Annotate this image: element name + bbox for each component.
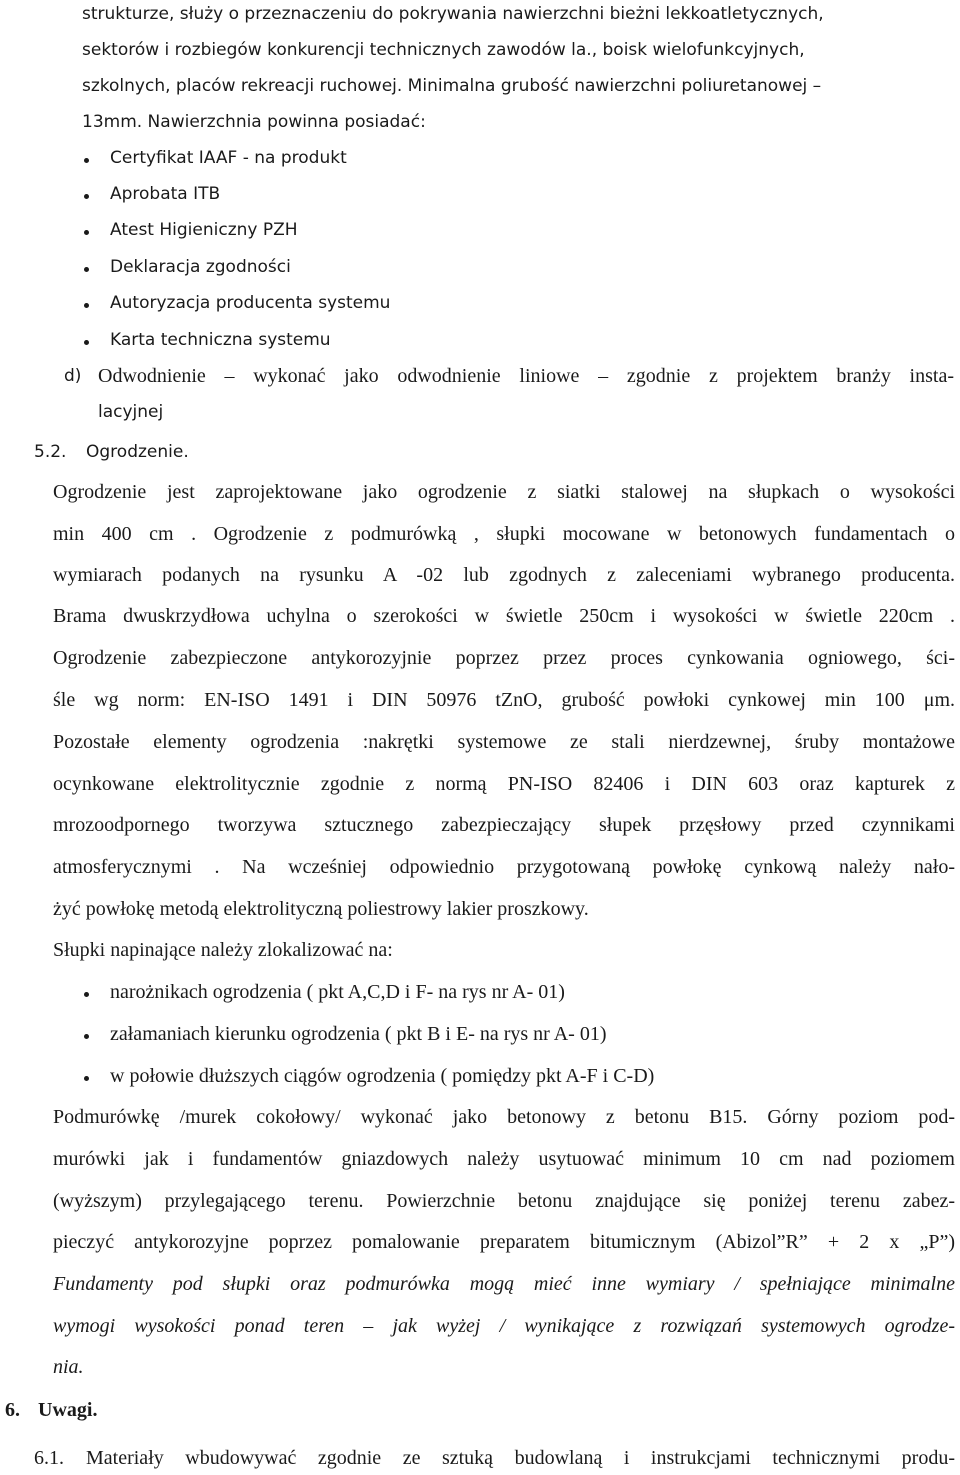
fence-paragraph-line: wymiarach podanych na rysunku A -02 lub zgodnych z zaleceniami wybranego producenta.: [53, 564, 955, 586]
fence-paragraph-line: atmosferycznymi . Na wcześniej odpowiednio przygotowaną powłokę cynkową należy nało-: [53, 856, 955, 878]
posts-list-item: załamaniach kierunku ogrodzenia ( pkt B i E- na rys nr A- 01): [110, 1023, 607, 1045]
section-text: Materiały wbudowywać zgodnie ze sztuką budowlaną i instrukcjami technicznymi produ-: [86, 1447, 955, 1469]
posts-list-item: narożnikach ogrodzenia ( pkt A,C,D i F- na rys nr A- 01): [110, 981, 565, 1003]
italic-note-line: wymogi wysokości ponad teren – jak wyżej / wynikające z rozwiązań systemowych ogrodze-: [53, 1315, 955, 1337]
fence-paragraph-line: żyć powłokę metodą elektrolityczną poliestrowy lakier proszkowy.: [53, 898, 589, 920]
intro-line-3: szkolnych, placów rekreacji ruchowej. Minimalna grubość nawierzchni poliuretanowej –: [82, 76, 822, 96]
certificate-item: Atest Higieniczny PZH: [110, 220, 298, 240]
foundation-paragraph-line: pieczyć antykorozyjne poprzez pomalowanie preparatem bitumicznym (Abizol”R” + 2 x „P”): [53, 1231, 955, 1253]
fence-paragraph-line: mrozoodpornego tworzywa sztucznego zabezpieczający słupek przęsłowy przed czynnikami: [53, 814, 955, 836]
fence-paragraph-line: Ogrodzenie zabezpieczone antykorozyjnie poprzez przez proces cynkowania ogniowego, ści-: [53, 647, 955, 669]
italic-note-line: nia.: [53, 1356, 84, 1378]
bullet-icon: [84, 194, 89, 199]
bullet-icon: [84, 1034, 89, 1039]
certificate-item: Karta techniczna systemu: [110, 330, 331, 350]
certificate-item: Certyfikat IAAF - na produkt: [110, 148, 347, 168]
bullet-icon: [84, 1076, 89, 1081]
posts-intro: Słupki napinające należy zlokalizować na:: [53, 939, 393, 961]
section-number: 5.2.: [34, 442, 67, 462]
section-number: 6.1.: [34, 1447, 64, 1469]
section-title: Uwagi.: [38, 1399, 98, 1421]
drainage-line-1: Odwodnienie – wykonać jako odwodnienie liniowe – zgodnie z projektem branży insta-: [98, 365, 954, 387]
bullet-icon: [84, 992, 89, 997]
fence-paragraph-line: Brama dwuskrzydłowa uchylna o szerokości w świetle 250cm i wysokości w świetle 220cm .: [53, 605, 955, 627]
italic-note-line: Fundamenty pod słupki oraz podmurówka mogą mieć inne wymiary / spełniające minimalne: [53, 1273, 955, 1295]
bullet-icon: [84, 158, 89, 163]
certificate-item: Autoryzacja producenta systemu: [110, 293, 391, 313]
bullet-icon: [84, 340, 89, 345]
certificate-item: Deklaracja zgodności: [110, 257, 291, 277]
bullet-icon: [84, 303, 89, 308]
fence-paragraph-line: Pozostałe elementy ogrodzenia :nakrętki systemowe ze stali nierdzewnej, śruby montażowe: [53, 731, 955, 753]
foundation-paragraph-line: murówki jak i fundamentów gniazdowych należy usytuować minimum 10 cm nad poziomem: [53, 1148, 955, 1170]
posts-list-item: w połowie dłuższych ciągów ogrodzenia ( pomiędzy pkt A-F i C-D): [110, 1065, 655, 1087]
fence-paragraph-line: min 400 cm . Ogrodzenie z podmurówką , słupki mocowane w betonowych fundamentach o: [53, 523, 955, 545]
certificate-item: Aprobata ITB: [110, 184, 221, 204]
fence-paragraph-line: ocynkowane elektrolitycznie zgodnie z normą PN-ISO 82406 i DIN 603 oraz kapturek z: [53, 773, 955, 795]
drainage-label: d): [64, 366, 82, 386]
bullet-icon: [84, 230, 89, 235]
drainage-line-2: lacyjnej: [98, 402, 164, 422]
bullet-icon: [84, 267, 89, 272]
foundation-paragraph-line: Podmurówkę /murek cokołowy/ wykonać jako betonowy z betonu B15. Górny poziom pod-: [53, 1106, 955, 1128]
intro-line-2: sektorów i rozbiegów konkurencji technicznych zawodów la., boisk wielofunkcyjnych,: [82, 40, 805, 60]
section-number: 6.: [5, 1399, 20, 1421]
fence-paragraph-line: Ogrodzenie jest zaprojektowane jako ogrodzenie z siatki stalowej na słupkach o wysokości: [53, 481, 955, 503]
foundation-paragraph-line: (wyższym) przylegającego terenu. Powierzchnie betonu znajdujące się poniżej terenu zabez-: [53, 1190, 955, 1212]
section-title: Ogrodzenie.: [86, 442, 189, 462]
intro-line-1: strukturze, służy o przeznaczeniu do pokrywania nawierzchni bieżni lekkoatletycznych,: [82, 4, 824, 24]
intro-line-4: 13mm. Nawierzchnia powinna posiadać:: [82, 112, 426, 132]
fence-paragraph-line: śle wg norm: EN-ISO 1491 i DIN 50976 tZnO, grubość powłoki cynkowej min 100 μm.: [53, 689, 955, 711]
